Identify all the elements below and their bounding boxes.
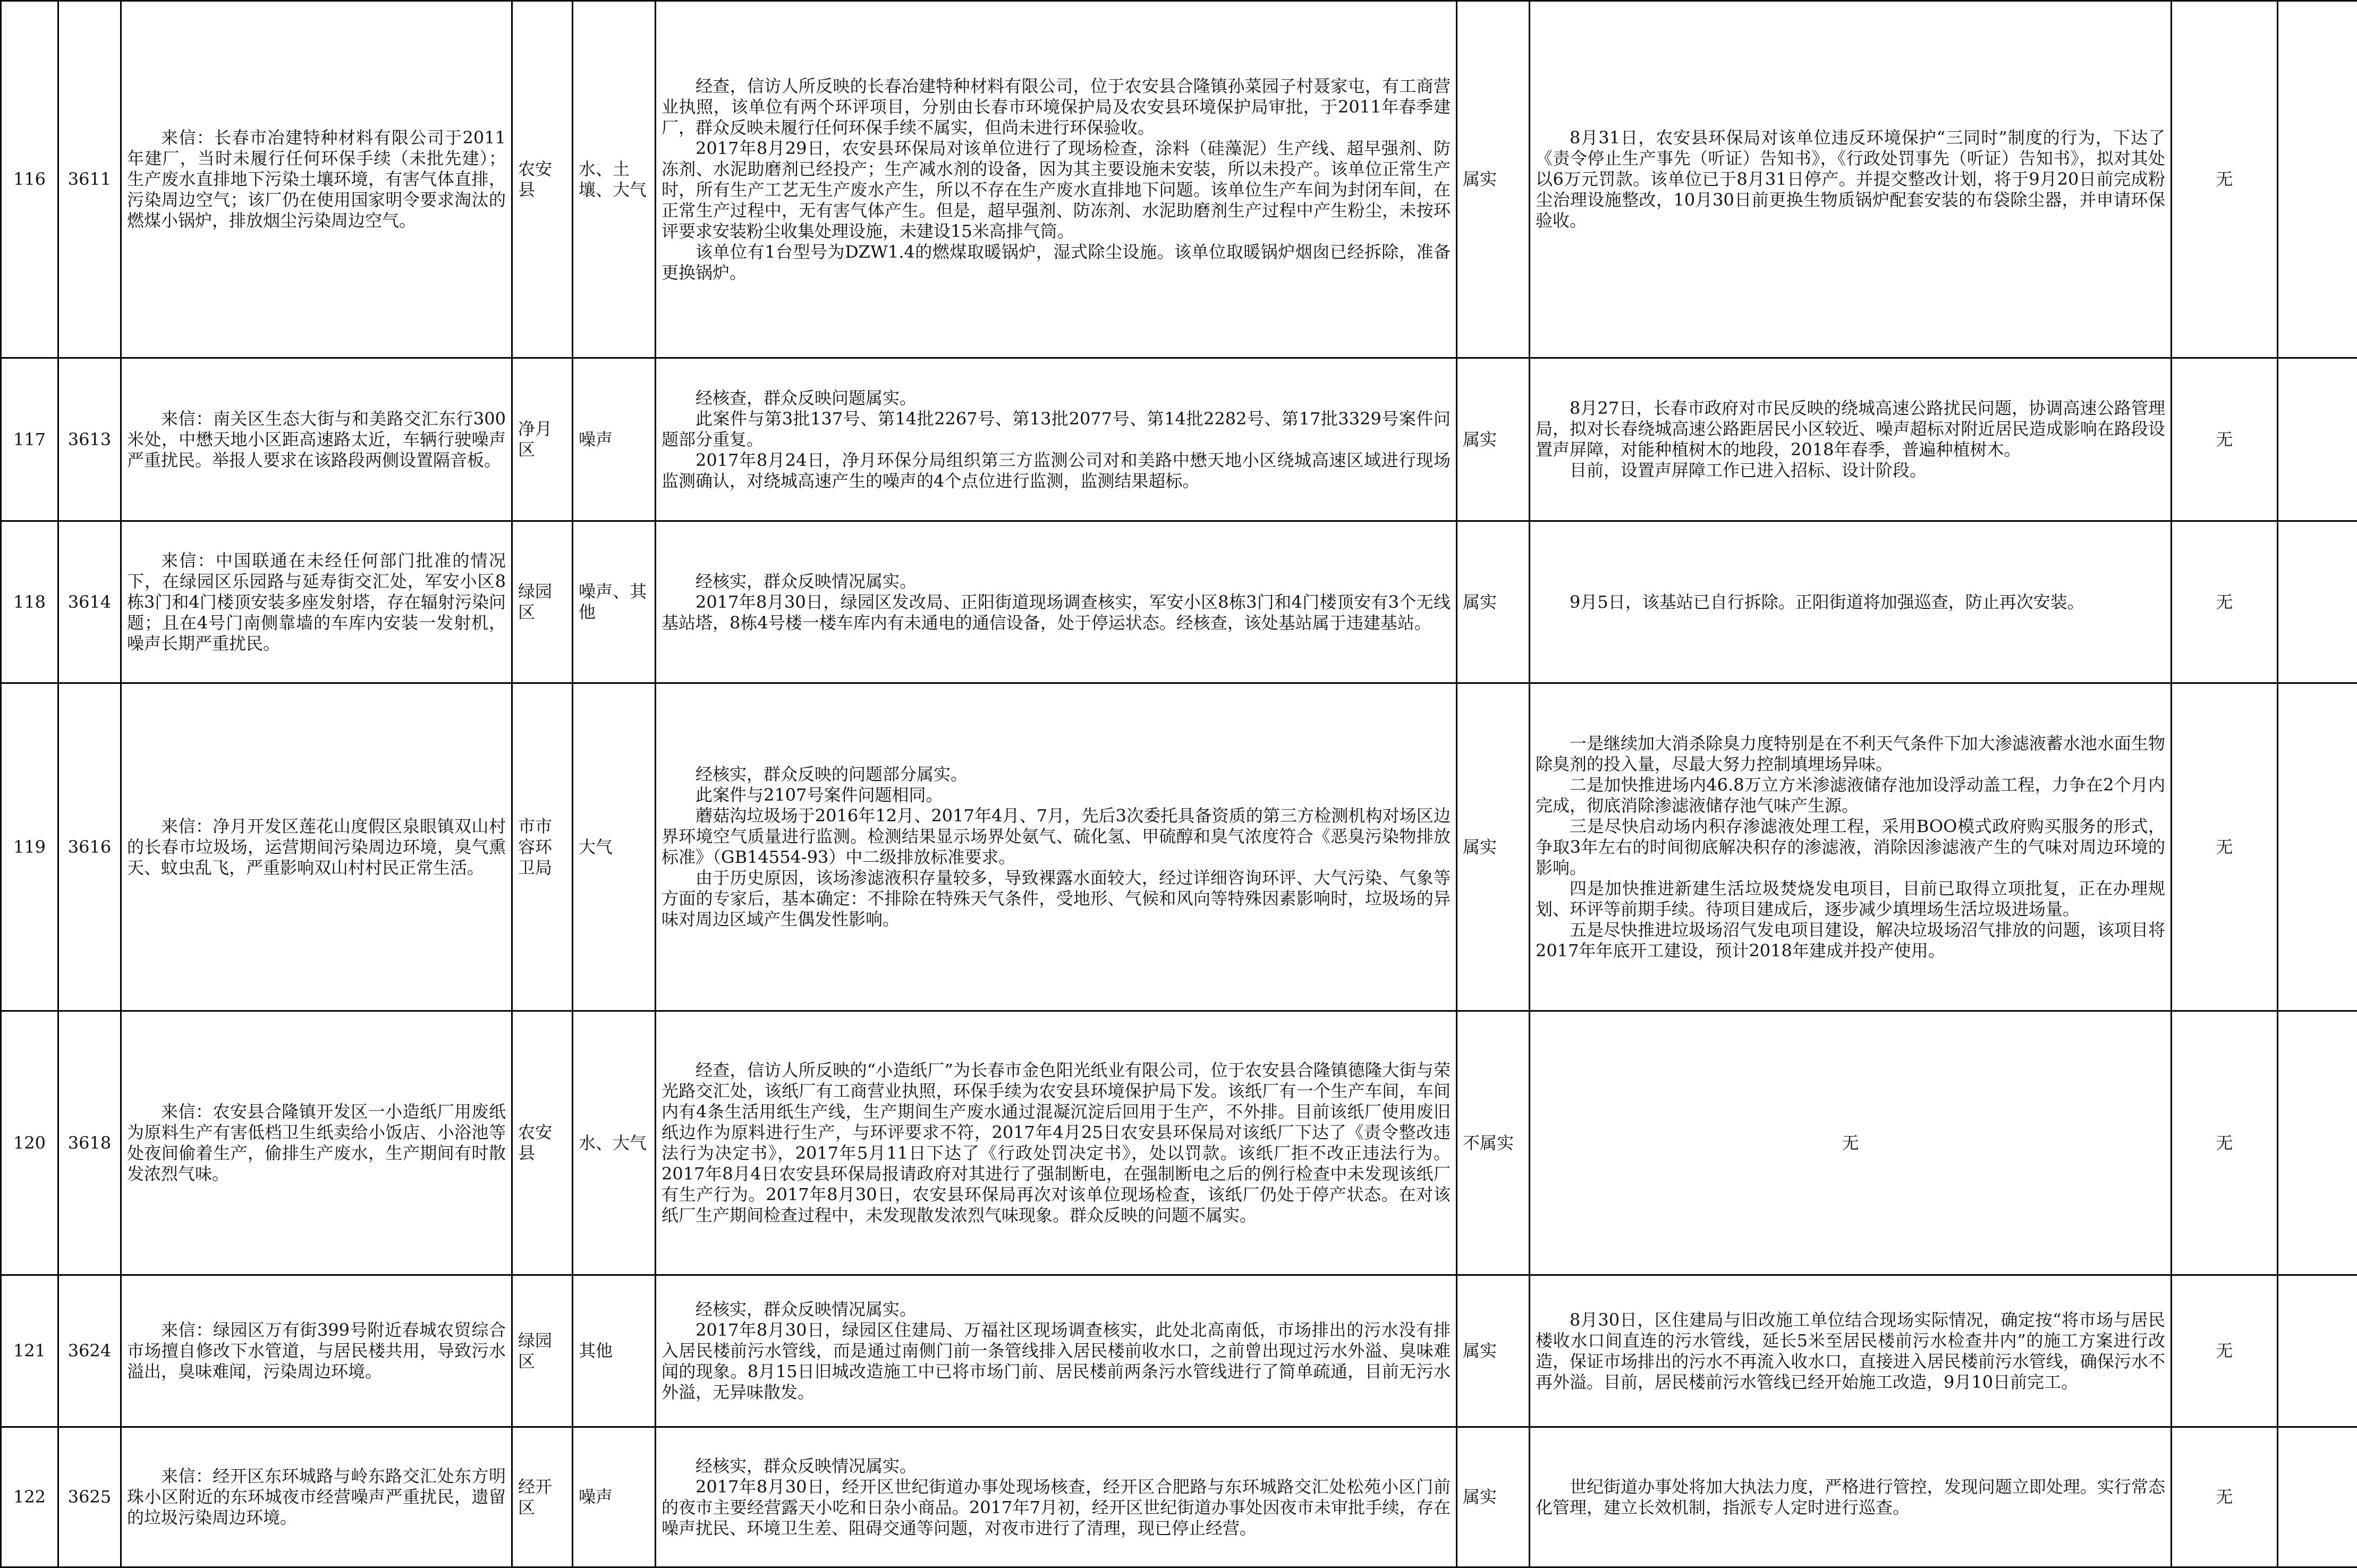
action-paragraph: 目前，设置声屏障工作已进入招标、设计阶段。 [1536, 460, 2165, 481]
case-number-cell: 3616 [58, 683, 121, 1011]
row-index-cell: 122 [1, 1427, 58, 1567]
blank-cell [2278, 683, 2357, 1011]
investigation-finding-cell [656, 1, 1457, 358]
blank-cell [2278, 1011, 2357, 1275]
table-row [1, 358, 2357, 521]
case-number-cell: 3613 [58, 358, 121, 521]
verdict-cell: 属实 [1457, 358, 1530, 521]
blank-cell [2278, 1, 2357, 358]
action-paragraph: 世纪街道办事处将加大执法力度，严格进行管控，发现问题立即处理。实行常态化管理，建立长效机制，指派专人定时进行巡查。 [1536, 1477, 2165, 1518]
accountability-cell: 无 [2172, 358, 2278, 521]
administrative-area-cell: 净月区 [512, 358, 573, 521]
table-row [1, 521, 2357, 683]
complaint-cell [121, 1011, 512, 1275]
accountability-cell: 无 [2172, 1011, 2278, 1275]
case-number-cell: 3624 [58, 1275, 121, 1427]
administrative-area-cell: 经开区 [512, 1427, 573, 1567]
pollution-type-cell: 其他 [573, 1275, 656, 1427]
verdict-cell: 属实 [1457, 1, 1530, 358]
finding-paragraph: 经核实，群众反映的问题部分属实。 [662, 764, 1451, 785]
case-number-cell: 3618 [58, 1011, 121, 1275]
finding-paragraph: 2017年8月29日，农安县环保局对该单位进行了现场检查，涂料（硅藻泥）生产线、超早强剂、防冻剂、水泥助磨剂已经投产；生产减水剂的设备，因为其主要设施未安装，所以未投产。该单位正常生产时，所有生产工艺无生产废水产生，所以不存在生产废水直排地下问题。该单位生产车间为封闭车间，在正常生产过程中，无有害气体产生。但是，超早强剂、防冻剂、水泥助磨剂生产过程中产生粉尘，未按环评要求安装粉尘收集处理设施，未建设15米高排气筒。 [662, 138, 1451, 242]
complaint-text: 来信：绿园区万有街399号附近春城农贸综合市场擅自修改下水管道，与居民楼共用，导致污水溢出，臭味难闻，污染周边环境。 [127, 1320, 506, 1382]
table-row [1, 1, 2357, 358]
action-paragraph: 8月27日，长春市政府对市民反映的绕城高速公路扰民问题，协调高速公路管理局，拟对长春绕城高速公路距居民小区较近、噪声超标对附近居民造成影响在路段设置声屏障，对能种植树木的地段，2018年春季，普遍种植树木。 [1536, 398, 2165, 460]
action-paragraph: 二是加快推进场内46.8万立方米渗滤液储存池加设浮动盖工程，力争在2个月内完成，彻底消除渗滤液储存池气味产生源。 [1536, 775, 2165, 816]
complaint-text: 来信：净月开发区莲花山度假区泉眼镇双山村的长春市垃圾场，运营期间污染周边环境，臭气熏天、蚊虫乱飞，严重影响双山村村民正常生活。 [127, 816, 506, 878]
finding-paragraph: 经查，信访人所反映的“小造纸厂”为长春市金色阳光纸业有限公司，位于农安县合隆镇德隆大街与荣光路交汇处，该纸厂有工商营业执照，环保手续为农安县环境保护局下发。该纸厂有一个生产车间，车间内有4条生活用纸生产线，生产期间生产废水通过混凝沉淀后回用于生产，不外排。目前该纸厂使用废旧纸边作为原料进行生产，与环评要求不符，2017年4月25日农安县环保局对该纸厂下达了《责令整改违法行为决定书》，2017年5月11日下达了《行政处罚决定书》，处以罚款。该纸厂拒不改正违法行为。2017年8月4日农安县环保局报请政府对其进行了强制断电，在强制断电之后的例行检查中未发现该纸厂有生产行为。2017年8月30日，农安县环保局再次对该单位现场检查，该纸厂仍处于停产状态。在对该纸厂生产期间检查过程中，未发现散发浓烈气味现象。群众反映的问题不属实。 [662, 1060, 1451, 1226]
investigation-finding-cell [656, 683, 1457, 1011]
finding-paragraph: 蘑菇沟垃圾场于2016年12月、2017年4月、7月，先后3次委托具备资质的第三方检测机构对场区边界环境空气质量进行监测。检测结果显示场界处氨气、硫化氢、甲硫醇和臭气浓度符合《恶臭污染物排放标准》（GB14554-93）中二级排放标准要求。 [662, 806, 1451, 868]
action-paragraph: 无 [1536, 1133, 2165, 1154]
complaint-text: 来信：南关区生态大街与和美路交汇东行300米处，中懋天地小区距高速路太近，车辆行驶噪声严重扰民。举报人要求在该路段两侧设置隔音板。 [127, 409, 506, 471]
pollution-type-cell: 大气 [573, 683, 656, 1011]
case-number-cell: 3625 [58, 1427, 121, 1567]
table-row [1, 1011, 2357, 1275]
finding-paragraph: 经查，信访人所反映的长春冶建特种材料有限公司，位于农安县合隆镇孙菜园子村聂家屯，有工商营业执照，该单位有两个环评项目，分别由长春市环境保护局及农安县环境保护局审批，于2011年春季建厂，群众反映未履行任何环保手续不属实，但尚未进行环保验收。 [662, 76, 1451, 138]
rectification-action-cell [1530, 358, 2172, 521]
action-paragraph: 8月31日，农安县环保局对该单位违反环境保护“三同时”制度的行为，下达了《责令停止生产事先（听证）告知书》，《行政处罚事先（听证）告知书》，拟对其处以6万元罚款。该单位已于8月31日停产。并提交整改计划，将于9月20日前完成粉尘治理设施整改，10月30日前更换生物质锅炉配套安装的布袋除尘器，并申请环保验收。 [1536, 128, 2165, 231]
investigation-finding-cell [656, 358, 1457, 521]
action-paragraph: 五是尽快推进垃圾场沼气发电项目建设，解决垃圾场沼气排放的问题，该项目将2017年年底开工建设，预计2018年建成并投产使用。 [1536, 920, 2165, 961]
administrative-area-cell: 农安县 [512, 1011, 573, 1275]
rectification-action-cell [1530, 1011, 2172, 1275]
complaint-cell [121, 358, 512, 521]
administrative-area-cell: 农安县 [512, 1, 573, 358]
row-index-cell: 121 [1, 1275, 58, 1427]
pollution-type-cell: 噪声 [573, 358, 656, 521]
finding-paragraph: 此案件与2107号案件问题相同。 [662, 785, 1451, 806]
verdict-cell: 属实 [1457, 1427, 1530, 1567]
verdict-cell: 属实 [1457, 1275, 1530, 1427]
complaint-text: 来信：经开区东环城路与岭东路交汇处东方明珠小区附近的东环城夜市经营噪声严重扰民，遗留的垃圾污染周边环境。 [127, 1466, 506, 1528]
action-paragraph: 9月5日，该基站已自行拆除。正阳街道将加强巡查，防止再次安装。 [1536, 592, 2165, 613]
finding-paragraph: 经核实，群众反映情况属实。 [662, 1456, 1451, 1477]
investigation-finding-cell [656, 521, 1457, 683]
administrative-area-cell: 绿园区 [512, 521, 573, 683]
complaint-text: 来信：农安县合隆镇开发区一小造纸厂用废纸为原料生产有害低档卫生纸卖给小饭店、小浴池等处夜间偷着生产，偷排生产废水，生产期间有时散发浓烈气味。 [127, 1101, 506, 1184]
case-number-cell: 3614 [58, 521, 121, 683]
finding-paragraph: 该单位有1台型号为DZW1.4的燃煤取暖锅炉，湿式除尘设施。该单位取暖锅炉烟囱已经拆除，准备更换锅炉。 [662, 242, 1451, 283]
finding-paragraph: 2017年8月30日，绿园区住建局、万福社区现场调查核实，此处北高南低，市场排出的污水没有排入居民楼前污水管线，而是通过南侧门前一条管线排入居民楼前收水口，之前曾出现过污水外溢、臭味难闻的现象。8月15日旧城改造施工中已将市场门前、居民楼前两条污水管线进行了简单疏通，目前无污水外溢，无异味散发。 [662, 1320, 1451, 1403]
pollution-type-cell: 水、大气 [573, 1011, 656, 1275]
rectification-action-cell [1530, 521, 2172, 683]
finding-paragraph: 2017年8月24日，净月环保分局组织第三方监测公司对和美路中懋天地小区绕城高速区域进行现场监测确认，对绕城高速产生的噪声的4个点位进行监测，监测结果超标。 [662, 450, 1451, 491]
complaint-cell [121, 521, 512, 683]
administrative-area-cell: 市市容环卫局 [512, 683, 573, 1011]
blank-cell [2278, 1275, 2357, 1427]
rectification-action-cell [1530, 1427, 2172, 1567]
complaint-cell [121, 1275, 512, 1427]
rectification-action-cell [1530, 1, 2172, 358]
complaint-cell [121, 1427, 512, 1567]
accountability-cell: 无 [2172, 683, 2278, 1011]
investigation-finding-cell [656, 1427, 1457, 1567]
investigation-finding-cell [656, 1011, 1457, 1275]
verdict-cell: 不属实 [1457, 1011, 1530, 1275]
rectification-action-cell [1530, 1275, 2172, 1427]
row-index-cell: 116 [1, 1, 58, 358]
accountability-cell: 无 [2172, 521, 2278, 683]
administrative-area-cell: 绿园区 [512, 1275, 573, 1427]
blank-cell [2278, 358, 2357, 521]
action-paragraph: 三是尽快启动场内积存渗滤液处理工程，采用BOO模式政府购买服务的形式，争取3年左右的时间彻底解决积存的渗滤液，消除因渗滤液产生的气味对周边环境的影响。 [1536, 816, 2165, 878]
finding-paragraph: 此案件与第3批137号、第14批2267号、第13批2077号、第14批2282号、第17批3329号案件问题部分重复。 [662, 409, 1451, 450]
verdict-cell: 属实 [1457, 683, 1530, 1011]
row-index-cell: 117 [1, 358, 58, 521]
finding-paragraph: 2017年8月30日，经开区世纪街道办事处现场核查，经开区合肥路与东环城路交汇处松苑小区门前的夜市主要经营露天小吃和日杂小商品。2017年7月初，经开区世纪街道办事处因夜市未审批手续，存在噪声扰民、环境卫生差、阻碍交通等问题，对夜市进行了清理，现已停止经营。 [662, 1477, 1451, 1539]
case-number-cell: 3611 [58, 1, 121, 358]
complaint-cell [121, 1, 512, 358]
rectification-action-cell [1530, 683, 2172, 1011]
table-row [1, 683, 2357, 1011]
pollution-type-cell: 水、土壤、大气 [573, 1, 656, 358]
blank-cell [2278, 521, 2357, 683]
finding-paragraph: 2017年8月30日，绿园区发改局、正阳街道现场调查核实，军安小区8栋3门和4门楼顶安有3个无线基站塔，8栋4号楼一楼车库内有未通电的通信设备，处于停运状态。经核查，该处基站属于违建基站。 [662, 592, 1451, 633]
pollution-type-cell: 噪声 [573, 1427, 656, 1567]
complaint-text: 来信：中国联通在未经任何部门批准的情况下，在绿园区乐园路与延寿街交汇处，军安小区8栋3门和4门楼顶安装多座发射塔，存在辐射污染问题；且在4号门南侧靠墙的车库内安装一发射机，噪声长期严重扰民。 [127, 550, 506, 654]
table-row [1, 1427, 2357, 1567]
action-paragraph: 四是加快推进新建生活垃圾焚烧发电项目，目前已取得立项批复，正在办理规划、环评等前期手续。待项目建成后，逐步减少填埋场生活垃圾进场量。 [1536, 878, 2165, 920]
row-index-cell: 119 [1, 683, 58, 1011]
investigation-finding-cell [656, 1275, 1457, 1427]
table-row [1, 1275, 2357, 1427]
verdict-cell: 属实 [1457, 521, 1530, 683]
action-paragraph: 一是继续加大消杀除臭力度特别是在不利天气条件下加大渗滤液蓄水池水面生物除臭剂的投入量，尽最大努力控制填埋场异味。 [1536, 733, 2165, 775]
accountability-cell: 无 [2172, 1, 2278, 358]
accountability-cell: 无 [2172, 1275, 2278, 1427]
finding-paragraph: 由于历史原因，该场渗滤液积存量较多，导致裸露水面较大，经过详细咨询环评、大气污染、气象等方面的专家后，基本确定：不排除在特殊天气条件，受地形、气候和风向等特殊因素影响时，垃圾场的异味对周边区域产生偶发性影响。 [662, 868, 1451, 930]
row-index-cell: 118 [1, 521, 58, 683]
accountability-cell: 无 [2172, 1427, 2278, 1567]
complaint-text: 来信：长春市冶建特种材料有限公司于2011年建厂，当时未履行任何环保手续（未批先建）；生产废水直排地下污染土壤环境，有害气体直排，污染周边空气；该厂仍在使用国家明令要求淘汰的燃煤小锅炉，排放烟尘污染周边空气。 [127, 128, 506, 231]
ledger-body [1, 1, 2357, 1567]
pollution-type-cell: 噪声、其他 [573, 521, 656, 683]
row-index-cell: 120 [1, 1011, 58, 1275]
action-paragraph: 8月30日，区住建局与旧改施工单位结合现场实际情况，确定按“将市场与居民楼收水口间直连的污水管线，延长5米至居民楼前污水检查井内”的施工方案进行改造，保证市场排出的污水不再流入收水口，直接进入居民楼前污水管线，确保污水不再外溢。目前，居民楼前污水管线已经开始施工改造，9月10日前完工。 [1536, 1310, 2165, 1393]
finding-paragraph: 经核实，群众反映情况属实。 [662, 571, 1451, 592]
finding-paragraph: 经核实，群众反映情况属实。 [662, 1299, 1451, 1320]
finding-paragraph: 经核查，群众反映问题属实。 [662, 388, 1451, 409]
blank-cell [2278, 1427, 2357, 1567]
complaint-cell [121, 683, 512, 1011]
